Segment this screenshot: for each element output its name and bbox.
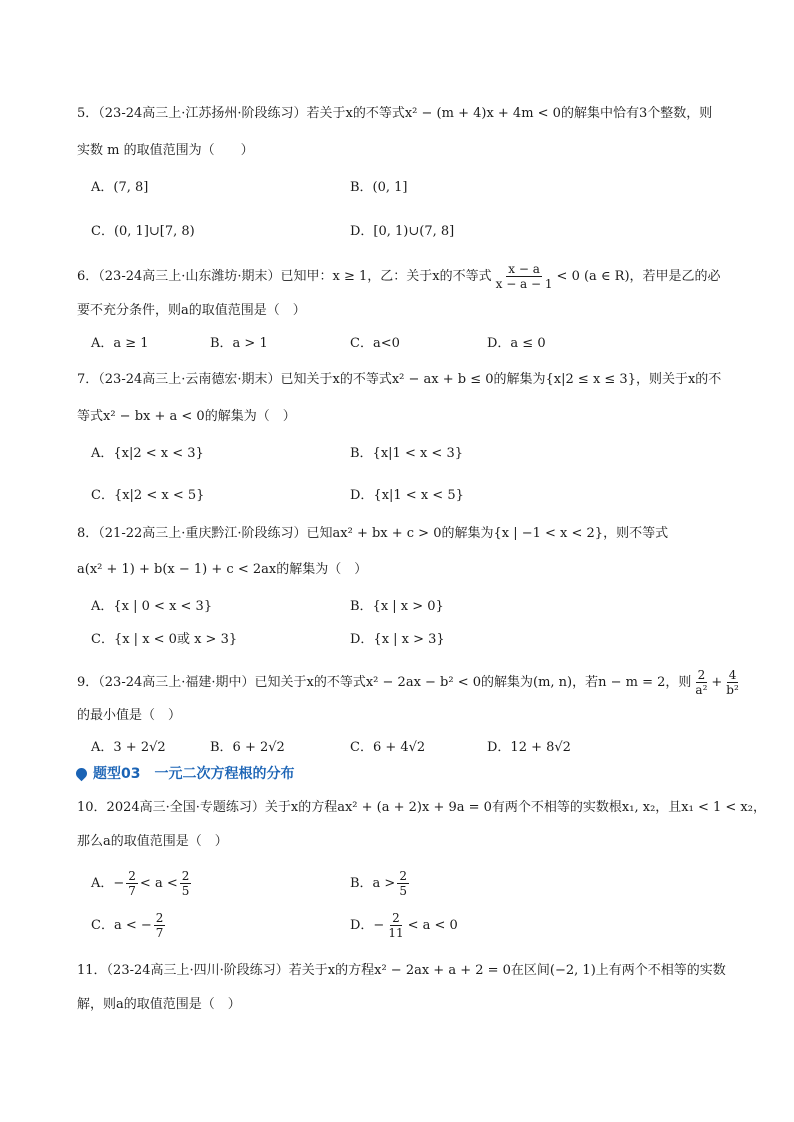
q5-stem-line2: 实数 m 的取值范围为（ ）	[77, 143, 254, 158]
location-pin-icon	[74, 765, 90, 781]
q10-option-d-frac	[386, 911, 405, 940]
q6-option-c: C．a<0	[350, 336, 400, 351]
q5-option-b: B．(0, 1]	[350, 180, 408, 195]
q7-stem-line1: 7．（23-24高三上·云南德宏·期末）已知关于x的不等式x² − ax + b ≤ 0的解集为{x|2 ≤ x ≤ 3}，则关于x的不	[77, 372, 722, 387]
q10-option-a-frac2-den: 5	[181, 884, 190, 898]
q9-fraction-2	[724, 668, 741, 697]
q9-fraction-1	[693, 668, 709, 697]
q8-option-d: D．{x | x > 3}	[350, 632, 445, 647]
q7-option-a: A．{x|2 < x < 3}	[91, 446, 204, 461]
q8-option-c: C．{x | x < 0或 x > 3}	[91, 632, 238, 647]
q6-stem-line1	[77, 262, 721, 291]
q5-option-a: A．(7, 8]	[91, 180, 149, 195]
q7-option-b: B．{x|1 < x < 3}	[350, 446, 463, 461]
q10-option-d	[350, 911, 458, 940]
q11-stem-line1: 11．（23-24高三上·四川·阶段练习）若关于x的方程x² − 2ax + a + 2 = 0在区间(−2, 1)上有两个不相等的实数	[77, 963, 726, 978]
q10-option-a-frac2-num: 2	[181, 869, 190, 883]
q9-fraction-1-den: a²	[695, 683, 708, 697]
q9-option-d: D．12 + 8√2	[487, 740, 571, 755]
section-label: 题型03	[93, 766, 141, 782]
q8-stem-line1: 8．（21-22高三上·重庆黔江·阶段练习）已知ax² + bx + c > 0的解集为{x | −1 < x < 2}，则不等式	[77, 526, 669, 541]
q10-option-c-frac	[154, 911, 166, 940]
q10-option-a-frac1	[126, 869, 138, 898]
q10-option-c-pre: C．a < −	[91, 918, 152, 933]
q9-stem-pre: 9．（23-24高三上·福建·期中）已知关于x的不等式x² − 2ax − b² < 0的解集为(m, n)，若n − m = 2，则	[77, 675, 692, 690]
q10-option-c	[91, 911, 167, 940]
q8-option-a: A．{x | 0 < x < 3}	[91, 599, 213, 614]
q8-stem-line2: a(x² + 1) + b(x − 1) + c < 2ax的解集为（ ）	[77, 562, 368, 577]
q10-option-d-pre: D．−	[350, 918, 385, 933]
q10-option-a-frac2	[180, 869, 192, 898]
q6-stem-post: < 0 (a ∈ R)，若甲是乙的必	[556, 269, 721, 284]
q10-option-c-frac-num: 2	[155, 911, 164, 925]
q9-stem-line2: 的最小值是（ ）	[77, 708, 182, 723]
q10-stem-line2: 那么a的取值范围是（ ）	[77, 834, 228, 849]
q10-option-b-frac-den: 5	[399, 884, 407, 898]
q10-option-b-frac-num: 2	[399, 869, 407, 883]
q10-option-a-pre: A．−	[91, 876, 125, 891]
q10-stem-line1: 10．2024高三·全国·专题练习）关于x的方程ax² + (a + 2)x + 9a = 0有两个不相等的实数根x₁, x₂，且x₁ < 1 < x₂，	[77, 800, 766, 815]
q8-option-b: B．{x | x > 0}	[350, 599, 444, 614]
q5-option-d: D．[0, 1)∪(7, 8]	[350, 224, 455, 239]
q6-fraction-num: x − a	[508, 262, 540, 276]
section-heading	[76, 763, 294, 783]
q10-option-b	[350, 869, 411, 898]
q6-option-a: A．a ≥ 1	[91, 336, 149, 351]
q9-option-c: C．6 + 4√2	[350, 740, 426, 755]
q5-option-c: C．(0, 1]∪[7, 8)	[91, 224, 195, 239]
q5-stem-line1: 5．（23-24高三上·江苏扬州·阶段练习）若关于x的不等式x² − (m + 4)x + 4m < 0的解集中恰有3个整数，则	[77, 106, 713, 121]
q10-option-c-frac-den: 7	[155, 926, 164, 940]
q10-option-a-frac1-num: 2	[128, 869, 136, 883]
q10-option-d-post: < a < 0	[407, 918, 458, 933]
q6-stem-pre: 6．（23-24高三上·山东潍坊·期末）已知甲：x ≥ 1，乙：关于x的不等式	[77, 269, 492, 284]
q10-option-b-pre: B．a >	[350, 876, 396, 891]
q9-option-a: A．3 + 2√2	[91, 740, 166, 755]
q10-option-a-frac1-den: 7	[128, 884, 136, 898]
section-title: 一元二次方程根的分布	[154, 766, 295, 782]
q6-option-b: B．a > 1	[210, 336, 268, 351]
q11-stem-line2: 解，则a的取值范围是（ ）	[77, 997, 241, 1012]
q9-option-b: B．6 + 2√2	[210, 740, 285, 755]
q9-fraction-1-num: 2	[697, 668, 706, 682]
q6-stem-line2: 要不充分条件，则a的取值范围是（ ）	[77, 303, 306, 318]
q10-option-d-frac-den: 11	[388, 926, 404, 940]
q7-option-c: C．{x|2 < x < 5}	[91, 488, 205, 503]
q6-option-d: D．a ≤ 0	[487, 336, 546, 351]
q6-fraction-den: x − a − 1	[495, 277, 553, 291]
q9-fraction-2-num: 4	[728, 668, 737, 682]
q9-plus: +	[711, 675, 723, 690]
q10-option-d-frac-num: 2	[392, 911, 400, 925]
q7-stem-line2: 等式x² − bx + a < 0的解集为（ ）	[77, 409, 296, 424]
q7-option-d: D．{x|1 < x < 5}	[350, 488, 464, 503]
q9-fraction-2-den: b²	[726, 683, 739, 697]
q10-option-a-mid: < a <	[139, 876, 178, 891]
q10-option-b-frac	[397, 869, 409, 898]
q6-fraction	[494, 262, 555, 291]
q10-option-a	[91, 869, 193, 898]
q9-stem-line1	[77, 668, 743, 697]
